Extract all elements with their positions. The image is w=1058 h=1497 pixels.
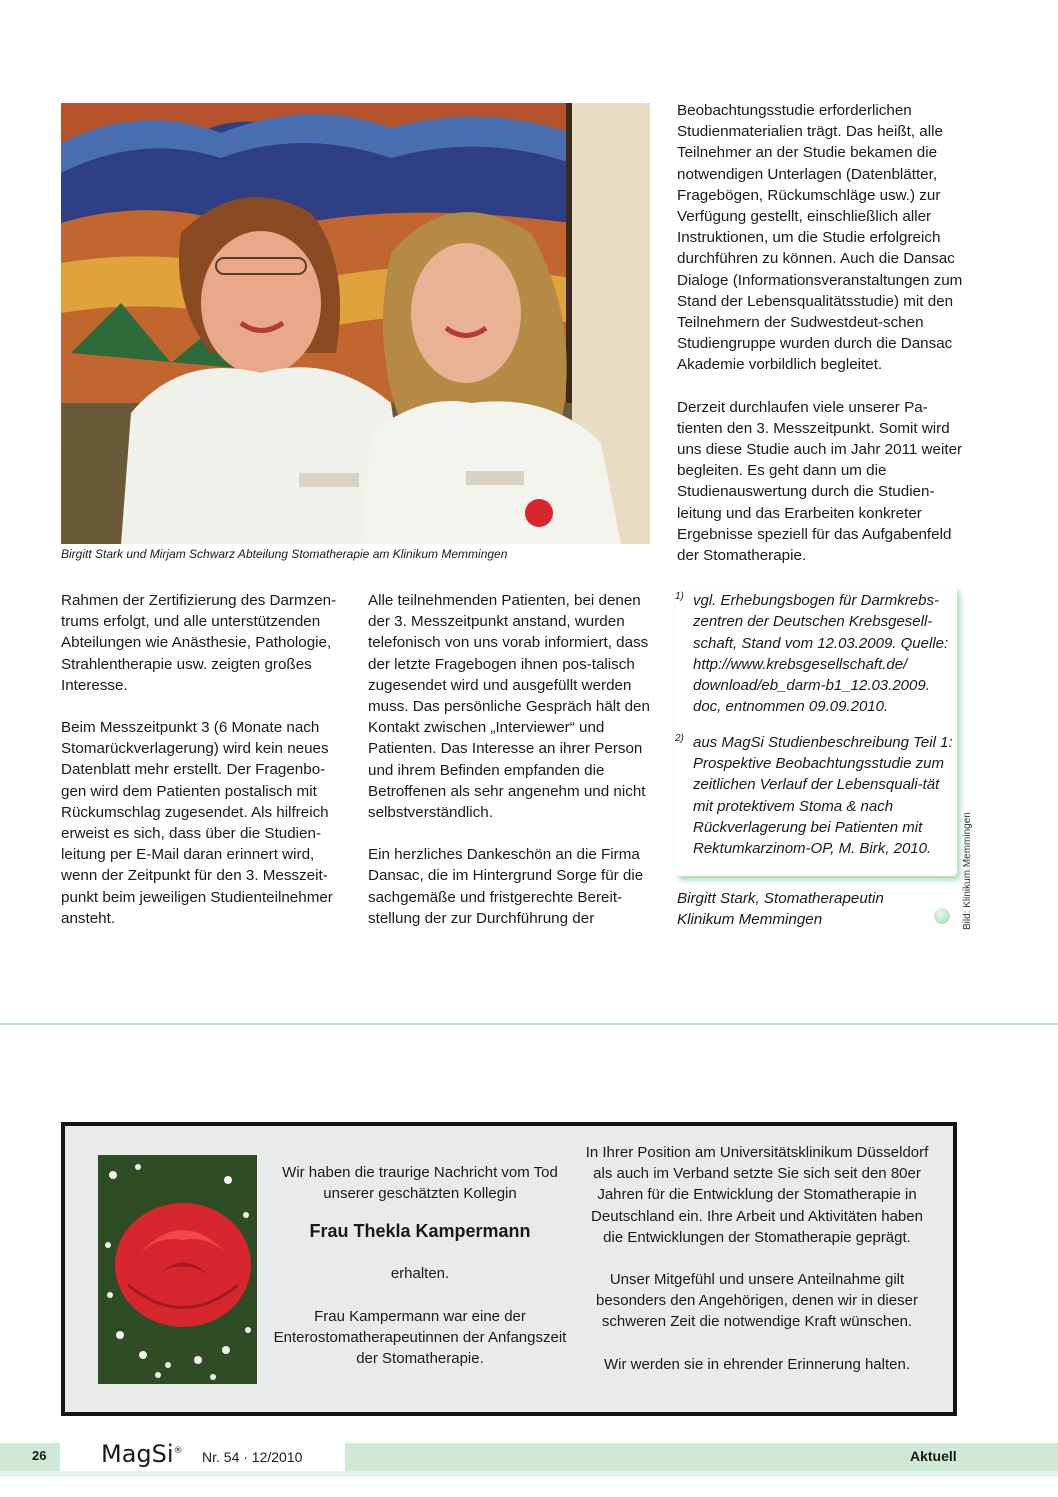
footnote-number: 2) bbox=[675, 732, 684, 744]
section-label: Aktuell bbox=[910, 1448, 957, 1464]
paragraph: Rahmen der Zertifizierung des Darmzen-trums erfolgt, und alle unterstützenden Abteilungen wie Anästhesie, Pathologie, Strahlentherapie usw. zeigten großes Interesse. bbox=[61, 592, 337, 694]
paragraph: Derzeit durchlaufen viele unserer Pa-tienten den 3. Messzeitpunkt. Somit wird uns diese Studie auch im Jahr 2011 weiter begleiten. Es geht dann um die Studienauswertung durch die Studien-leitung und das Erarbeiten konkreter Ergebnisse speziell für das Aufgabenfeld der Stomatherapie. bbox=[677, 398, 963, 565]
photo-credit: Bild: Klinikum Memmingen bbox=[962, 812, 973, 930]
obituary-tribute bbox=[582, 1142, 932, 1375]
end-mark-icon bbox=[934, 908, 950, 924]
page-number: 26 bbox=[32, 1448, 47, 1463]
issue-number: Nr. 54 · 12/2010 bbox=[202, 1449, 303, 1465]
registered-mark: ® bbox=[173, 1446, 183, 1456]
paragraph: Beobachtungsstudie erforderlichen Studienmaterialien trägt. Das heißt, alle Teilnehmer an der Studie bekamen die notwendigen Unterlagen (Datenblätter, Fragebögen, Rückumschläge usw.) zur Verfügung gestellt, einschließlich aller Instruktionen, um die Studie erfolgreich durchführen zu können. Auch die Dansac Dialoge (Informationsveranstaltungen zum Stand der Lebensqualitätsstudie) mit den Teilnehmern der Sudwestdeut-schen Studiengruppe wurden durch die Dansac Akademie vorbildlich begleitet. bbox=[677, 102, 963, 374]
obituary-intro: Wir haben die traurige Nachricht vom Tod unserer geschätzten Kollegin bbox=[282, 1164, 558, 1203]
footer-shadow bbox=[0, 1471, 1058, 1477]
obituary-received: erhalten. bbox=[390, 1265, 450, 1283]
photo-caption: Birgitt Stark und Mirjam Schwarz Abteilung Stomatherapie am Klinikum Memmingen bbox=[61, 547, 508, 561]
footnote bbox=[675, 732, 957, 860]
article-column-2 bbox=[368, 590, 654, 950]
obituary-announcement bbox=[270, 1162, 570, 1369]
tribute-closing: Wir werden sie in ehrender Erinnerung halten. bbox=[604, 1355, 910, 1373]
obituary-role: Frau Kampermann war eine der Enterostomatherapeutinnen der Anfangszeit der Stomatherapie. bbox=[273, 1307, 567, 1368]
paragraph: Alle teilnehmenden Patienten, bei denen der 3. Messzeitpunkt anstand, wurden telefonisch von uns vorab informiert, dass der letzte Fragebogen ihnen pos-talisch zugesendet wird und ausgefüllt werden muss. Das persönliche Gespräch hält den Kontakt zwischen „Interviewer“ und Patienten. Das Interesse an ihrer Person und ihrem Befinden empfanden die Betroffenen als sehr angenehm und nicht selbstverständlich. bbox=[368, 592, 650, 822]
footnote-text: vgl. Erhebungsbogen für Darmkrebs-zentren der Deutschen Krebsgesell-schaft, Stand vom 12.03.2009. Quelle: http://www.krebsgesellschaft.de/ download/eb_darm-b1_12.03.2009. doc, entnommen 09.09.2010. bbox=[693, 592, 949, 716]
tribute-paragraph: In Ihrer Position am Universitätsklinikum Düsseldorf als auch im Verband setzte Sie sich seit den 80er Jahren für die Entwicklung der Stomatherapie in Deutschland ein. Ihre Arbeit und Aktivitäten haben die Entwicklungen der Stomatherapie geprägt. bbox=[585, 1144, 929, 1246]
footnote-number: 1) bbox=[675, 591, 684, 602]
paragraph: Ein herzliches Dankeschön an die Firma Dansac, die im Hintergrund Sorge für die sachgemäße und fristgerechte Bereit-stellung der zur Durchführung der bbox=[368, 846, 644, 927]
article-column-1 bbox=[61, 590, 347, 950]
article-column-3 bbox=[677, 100, 967, 587]
rose-image bbox=[98, 1155, 257, 1384]
staff-photo bbox=[61, 103, 650, 544]
logo-text: MagSi bbox=[101, 1440, 174, 1468]
author-signature bbox=[677, 888, 937, 931]
paragraph: Beim Messzeitpunkt 3 (6 Monate nach Stomarückverlagerung) wird kein neues Datenblatt mehr erstellt. Der Fragenbo-gen wird dem Patienten postalisch mit Rückumschlag zugesendet. Als hilfreich erweist es sich, dass über die Studien-leitung per E-Mail daran erinnert wird, wenn der Zeitpunkt für den 3. Messzeit-punkt beim jeweiligen Studienteilnehmer ansteht. bbox=[61, 719, 333, 927]
magazine-logo bbox=[101, 1440, 183, 1468]
deceased-name: Frau Thekla Kampermann bbox=[309, 1221, 531, 1242]
footnote bbox=[675, 590, 957, 718]
author-institution: Klinikum Memmingen bbox=[677, 911, 823, 929]
tribute-paragraph: Unser Mitgefühl und unsere Anteilnahme gilt besonders den Angehörigen, denen wir in dieser schweren Zeit die notwendige Kraft wünschen. bbox=[596, 1271, 918, 1331]
section-divider bbox=[0, 1023, 1058, 1025]
footnote-text: aus MagSi Studienbeschreibung Teil 1: Prospektive Beobachtungsstudie zum zeitlichen Verlauf der Lebensquali-tät mit protektivem Stoma & nach Rückverlagerung bei Patienten mit Rektumkarzinom-OP, M. Birk, 2010. bbox=[693, 733, 953, 858]
author-name: Birgitt Stark, Stomatherapeutin bbox=[677, 890, 884, 907]
footnotes-box bbox=[675, 586, 957, 876]
